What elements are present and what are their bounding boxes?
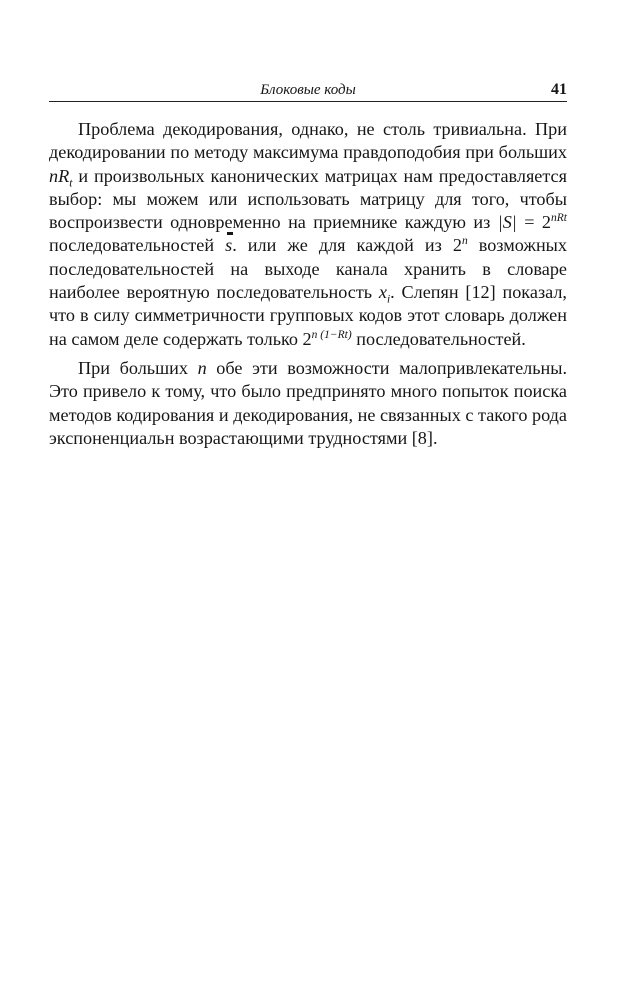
p1-text-4: . или же для каждой из 2 — [232, 235, 462, 256]
page-header — [49, 80, 567, 102]
math-n: n — [197, 357, 207, 378]
p2-text-2: обе эти возможности малопривлекательны. Это привело к тому, что было предпринято много попыток поиска методов кодирования и декодирования, не связанных с такого рода экспоненциальн возрастающими трудностями [8]. — [49, 357, 568, 448]
p1-text-3: последовательностей — [49, 235, 226, 256]
math-exponent-nRt: nRt — [551, 212, 567, 225]
math-vector-s: s — [225, 235, 233, 256]
math-equals-2: = 2 — [516, 212, 551, 233]
math-x: x — [378, 282, 387, 303]
math-exponent-n: n — [461, 235, 468, 248]
page-number: 41 — [551, 81, 567, 98]
math-exponent-n-1-rt: n (1−Rt) — [311, 328, 352, 341]
math-x-subscript: i — [386, 293, 391, 306]
p1-text-1: Проблема декодирования, однако, не столь тривиальна. При декодировании по методу максимума правдоподобия при больших — [49, 119, 567, 163]
running-head: Блоковые коды — [260, 82, 356, 98]
p1-text-7: последовательностей. — [351, 328, 526, 349]
p1-text-2: и произвольных канонических матрицах нам предоставляется выбор: мы можем или использовать матрицу для того, чтобы воспроизвести одновременно на приемнике каждую из — [49, 165, 567, 233]
math-nR: nR — [49, 165, 70, 186]
paragraph-1 — [49, 118, 567, 351]
p2-text-1: При больших — [78, 357, 198, 378]
math-nR-subscript: t — [69, 177, 73, 190]
p1-text-6: . Слепян [12] показал, что в силу симметричности групповых кодов этот словарь должен на самом деле содержать только 2 — [49, 282, 567, 349]
p1-text-5: возможных последовательностей на выходе канала хранить в словаре наиболее вероятную последовательность — [49, 235, 567, 303]
page-body — [49, 118, 567, 456]
paragraph-2 — [49, 357, 567, 450]
math-abs-S: |S| — [497, 212, 517, 233]
